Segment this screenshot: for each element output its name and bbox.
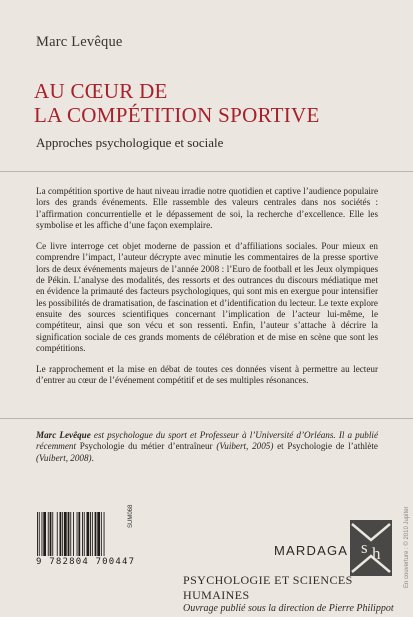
book-title xyxy=(34,79,320,127)
barcode-bar xyxy=(92,512,93,556)
barcode-bar xyxy=(60,512,62,556)
title-line-2: LA COMPÉTITION SPORTIVE xyxy=(34,103,320,127)
bio-book-title: Psychologie du métier d’entraîneur xyxy=(79,441,213,452)
barcode-bar xyxy=(50,512,52,556)
barcode-bar xyxy=(104,512,105,556)
barcode-bar xyxy=(62,512,63,556)
bio-text: . xyxy=(91,452,94,463)
author-name: Marc Levêque xyxy=(36,34,123,50)
barcode-bar xyxy=(90,512,91,556)
barcode-bar xyxy=(64,512,67,556)
divider-bottom xyxy=(0,418,413,419)
title-line-1: AU CŒUR DE xyxy=(34,79,168,103)
publisher-name: MARDAGA xyxy=(274,543,349,558)
barcode-bar xyxy=(37,512,38,556)
barcode-bar xyxy=(95,512,97,556)
divider-top xyxy=(0,171,413,172)
barcode-bars-icon xyxy=(36,512,128,556)
collection-name: PSYCHOLOGIE ET SCIENCES HUMAINES xyxy=(183,573,353,602)
barcode-bar xyxy=(84,512,85,556)
isbn-number: 9 782804 700447 xyxy=(36,557,136,567)
barcode-bar xyxy=(78,512,80,556)
bio-publisher: (Vuibert, 2008) xyxy=(36,452,92,463)
sku-code: SUM068 xyxy=(128,504,134,528)
barcode-bar xyxy=(68,512,70,556)
barcode-bar xyxy=(70,512,71,556)
publisher-logo xyxy=(350,520,392,576)
logo-letter-s: s xyxy=(361,538,368,557)
bio-text: est psychologue du sport et Professeur à l’Université d’Orléans. Il a publié récemment xyxy=(36,430,378,452)
bio-text: et xyxy=(273,441,288,452)
blurb-paragraph: La compétition sportive de haut niveau irradie notre quotidien et captive l’audience populaire lors des grands événements. Elle rassemble des valeurs centrales dans nos sociétés : l’affirmation concurrentielle et le dépassement de soi, la recherche d’excellence. Elle les symbolise et les affiche d’une façon exemplaire. xyxy=(36,186,378,230)
barcode-bar xyxy=(82,512,83,556)
barcode-bar xyxy=(57,512,58,556)
barcode-bar xyxy=(39,512,40,556)
barcode-bar xyxy=(77,512,78,556)
bio-publisher: (Vuibert, 2005) xyxy=(212,441,274,452)
blurb-paragraph: Ce livre interroge cet objet moderne de passion et d’affiliations sociales. Pour mieux en comprendre l’impact, l’auteur décrypte avec minutie les commentaires de la presse sportive lors de deux événements majeurs de l’année 2008 : l’Euro de football et les Jeux olympiques de Pékin. L’analyse des modalités, des ressorts et des outrances du discours médiatique met en évidence la primauté des facteurs psychologiques, qui sont mis en exergue pour intensifier les possibilités de dramatisation, de fascination et d’identification du lecteur. Le texte explore ensuite des sources scientifiques concernant l’implication de l’acteur lui-même, le compétiteur, ainsi que son vécu et son ressenti. Enfin, l’auteur s’attache à décrire la signification sociale de ces grands moments de célébration et de mise en scène que sont les compétitions. xyxy=(36,241,378,353)
bio-author-name: Marc Levêque xyxy=(36,430,91,440)
collection-director: Ouvrage publié sous la direction de Pierre Philippot xyxy=(183,603,394,614)
barcode-bar xyxy=(48,512,49,556)
barcode-bar xyxy=(73,512,74,556)
blurb-paragraph: Le rapprochement et la mise en débat de toutes ces données visent à permettre au lecteur d’entrer au cœur de l’événement compétitif et de ses multiples résonances. xyxy=(36,364,378,386)
barcode-bar xyxy=(87,512,90,556)
barcode-bar xyxy=(43,512,46,556)
barcode-bar xyxy=(52,512,53,556)
cover-credit: En couverture : © 2010 Jupiter xyxy=(404,506,410,588)
barcode-bar xyxy=(97,512,100,556)
bio-book-title: Psychologie de l’athlète xyxy=(287,441,378,452)
author-bio xyxy=(36,430,378,464)
barcode-bar xyxy=(101,512,102,556)
book-subtitle: Approches psychologique et sociale xyxy=(36,135,224,150)
logo-letter-h: h xyxy=(372,544,381,563)
sh-logo-icon xyxy=(350,520,392,576)
blurb-text xyxy=(36,186,378,397)
barcode-bar xyxy=(42,512,43,556)
collection-info xyxy=(183,573,413,614)
